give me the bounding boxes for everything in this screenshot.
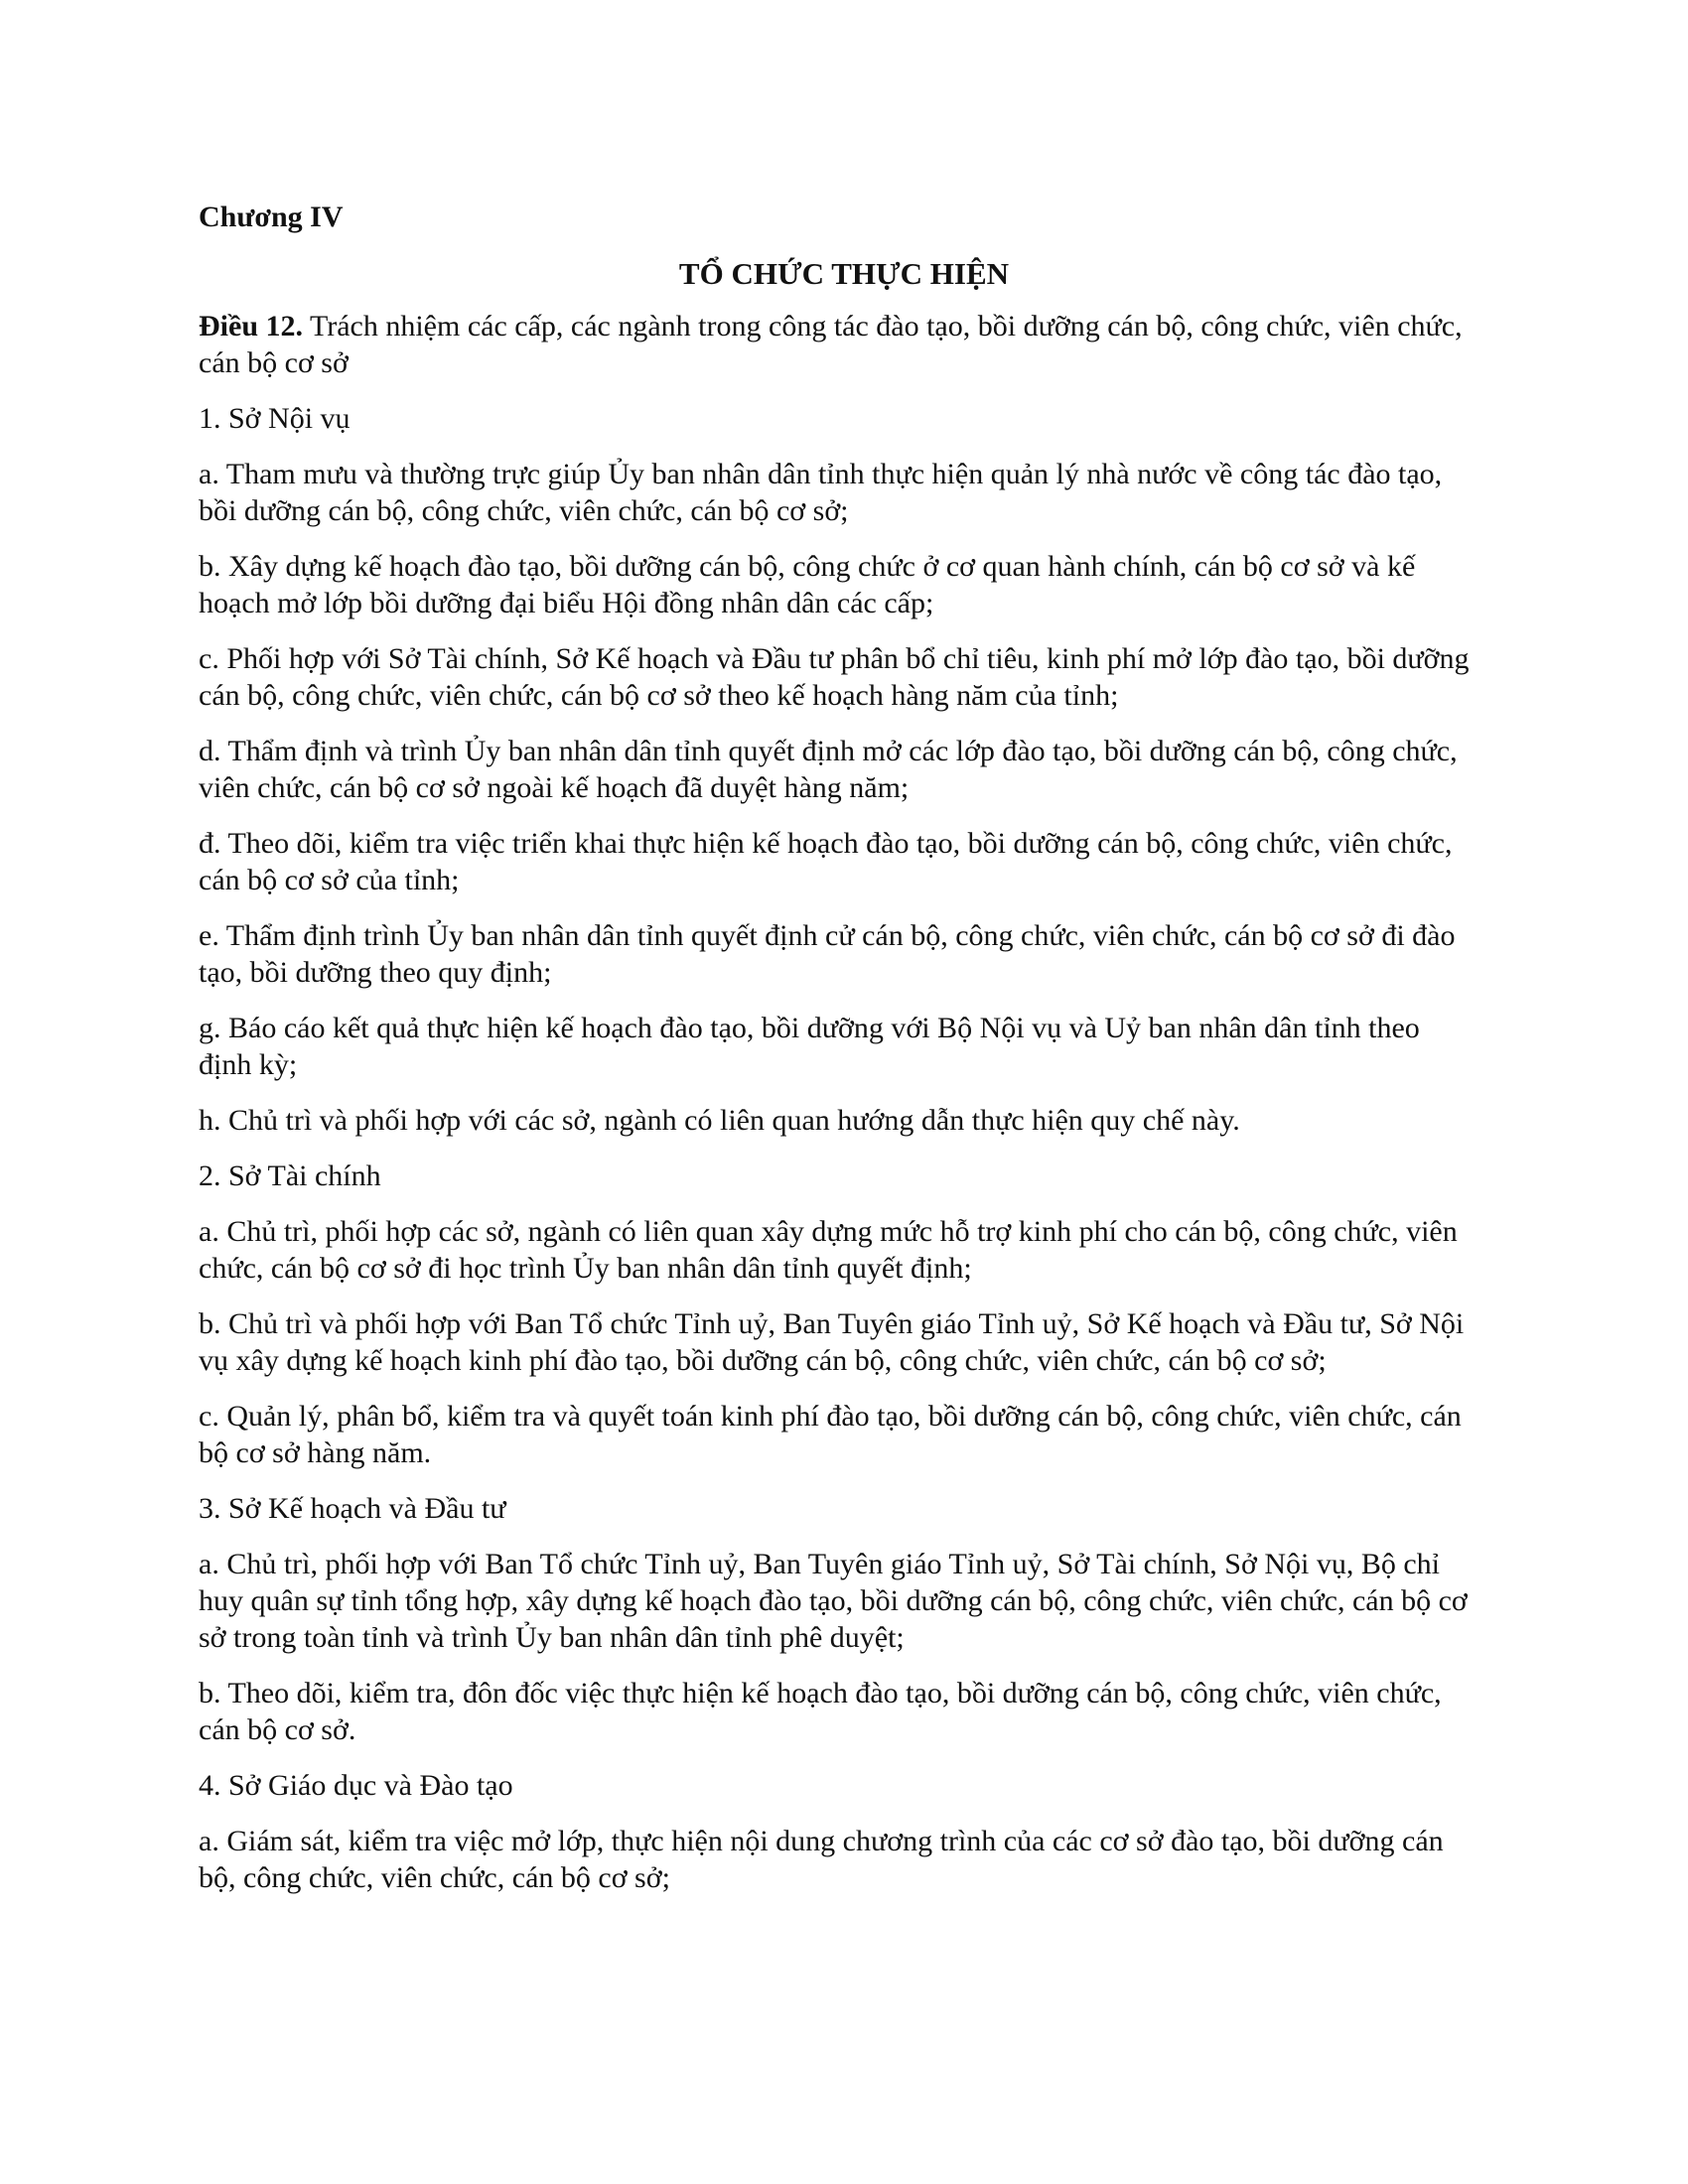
paragraph: a. Chủ trì, phối hợp với Ban Tổ chức Tỉnh uỷ, Ban Tuyên giáo Tỉnh uỷ, Sở Tài chính, Sở Nội vụ, Bộ chỉ huy quân sự tỉnh tổng hợp, xây dựng kế hoạch đào tạo, bồi dưỡng cán bộ, công chức, viên chức, cán bộ cơ sở trong toàn tỉnh và trình Ủy ban nhân dân tỉnh phê duyệt; <box>199 1548 1468 1654</box>
paragraph: c. Quản lý, phân bổ, kiểm tra và quyết toán kinh phí đào tạo, bồi dưỡng cán bộ, công chức, viên chức, cán bộ cơ sở hàng năm. <box>199 1400 1462 1469</box>
article-number: Điều 12. <box>199 310 303 342</box>
paragraph: e. Thẩm định trình Ủy ban nhân dân tỉnh quyết định cử cán bộ, công chức, viên chức, cán bộ cơ sở đi đào tạo, bồi dưỡng theo quy định; <box>199 919 1456 989</box>
paragraph: b. Chủ trì và phối hợp với Ban Tổ chức Tỉnh uỷ, Ban Tuyên giáo Tỉnh uỷ, Sở Kế hoạch và Đầu tư, Sở Nội vụ xây dựng kế hoạch kinh phí đào tạo, bồi dưỡng cán bộ, công chức, viên chức, cán bộ cơ sở; <box>199 1307 1465 1377</box>
paragraph: 4. Sở Giáo dục và Đào tạo <box>199 1769 513 1802</box>
paragraph: a. Tham mưu và thường trực giúp Ủy ban nhân dân tỉnh thực hiện quản lý nhà nước về công tác đào tạo, bồi dưỡng cán bộ, công chức, viên chức, cán bộ cơ sở; <box>199 458 1443 527</box>
paragraph: 3. Sở Kế hoạch và Đầu tư <box>199 1492 506 1525</box>
paragraph: b. Xây dựng kế hoạch đào tạo, bồi dưỡng cán bộ, công chức ở cơ quan hành chính, cán bộ cơ sở và kế hoạch mở lớp bồi dưỡng đại biểu Hội đồng nhân dân các cấp; <box>199 550 1416 619</box>
section-title: TỔ CHỨC THỰC HIỆN <box>678 256 1010 291</box>
paragraph: b. Theo dõi, kiểm tra, đôn đốc việc thực hiện kế hoạch đào tạo, bồi dưỡng cán bộ, công chức, viên chức, cán bộ cơ sở. <box>199 1677 1442 1746</box>
paragraph: g. Báo cáo kết quả thực hiện kế hoạch đào tạo, bồi dưỡng với Bộ Nội vụ và Uỷ ban nhân dân tỉnh theo định kỳ; <box>199 1012 1420 1081</box>
paragraph: 1. Sở Nội vụ <box>199 402 351 435</box>
paragraph: c. Phối hợp với Sở Tài chính, Sở Kế hoạch và Đầu tư phân bổ chỉ tiêu, kinh phí mở lớp đào tạo, bồi dưỡng cán bộ, công chức, viên chức, cán bộ cơ sở theo kế hoạch hàng năm của tỉnh; <box>199 642 1470 712</box>
paragraph: a. Chủ trì, phối hợp các sở, ngành có liên quan xây dựng mức hỗ trợ kinh phí cho cán bộ, công chức, viên chức, cán bộ cơ sở đi học trình Ủy ban nhân dân tỉnh quyết định; <box>199 1215 1458 1285</box>
article-text: Trách nhiệm các cấp, các ngành trong công tác đào tạo, bồi dưỡng cán bộ, công chức, viên chức, cán bộ cơ sở <box>199 310 1463 379</box>
paragraph: đ. Theo dõi, kiểm tra việc triển khai thực hiện kế hoạch đào tạo, bồi dưỡng cán bộ, công chức, viên chức, cán bộ cơ sở của tỉnh; <box>199 827 1453 896</box>
paragraph: h. Chủ trì và phối hợp với các sở, ngành có liên quan hướng dẫn thực hiện quy chế này. <box>199 1104 1240 1137</box>
paragraph: d. Thẩm định và trình Ủy ban nhân dân tỉnh quyết định mở các lớp đào tạo, bồi dưỡng cán bộ, công chức, viên chức, cán bộ cơ sở ngoài kế hoạch đã duyệt hàng năm; <box>199 735 1458 804</box>
article-heading <box>199 308 1489 381</box>
document-page <box>199 199 1489 1915</box>
paragraph: 2. Sở Tài chính <box>199 1160 381 1192</box>
paragraph: a. Giám sát, kiểm tra việc mở lớp, thực hiện nội dung chương trình của các cơ sở đào tạo, bồi dưỡng cán bộ, công chức, viên chức, cán bộ cơ sở; <box>199 1825 1444 1894</box>
chapter-heading: Chương IV <box>199 201 344 233</box>
